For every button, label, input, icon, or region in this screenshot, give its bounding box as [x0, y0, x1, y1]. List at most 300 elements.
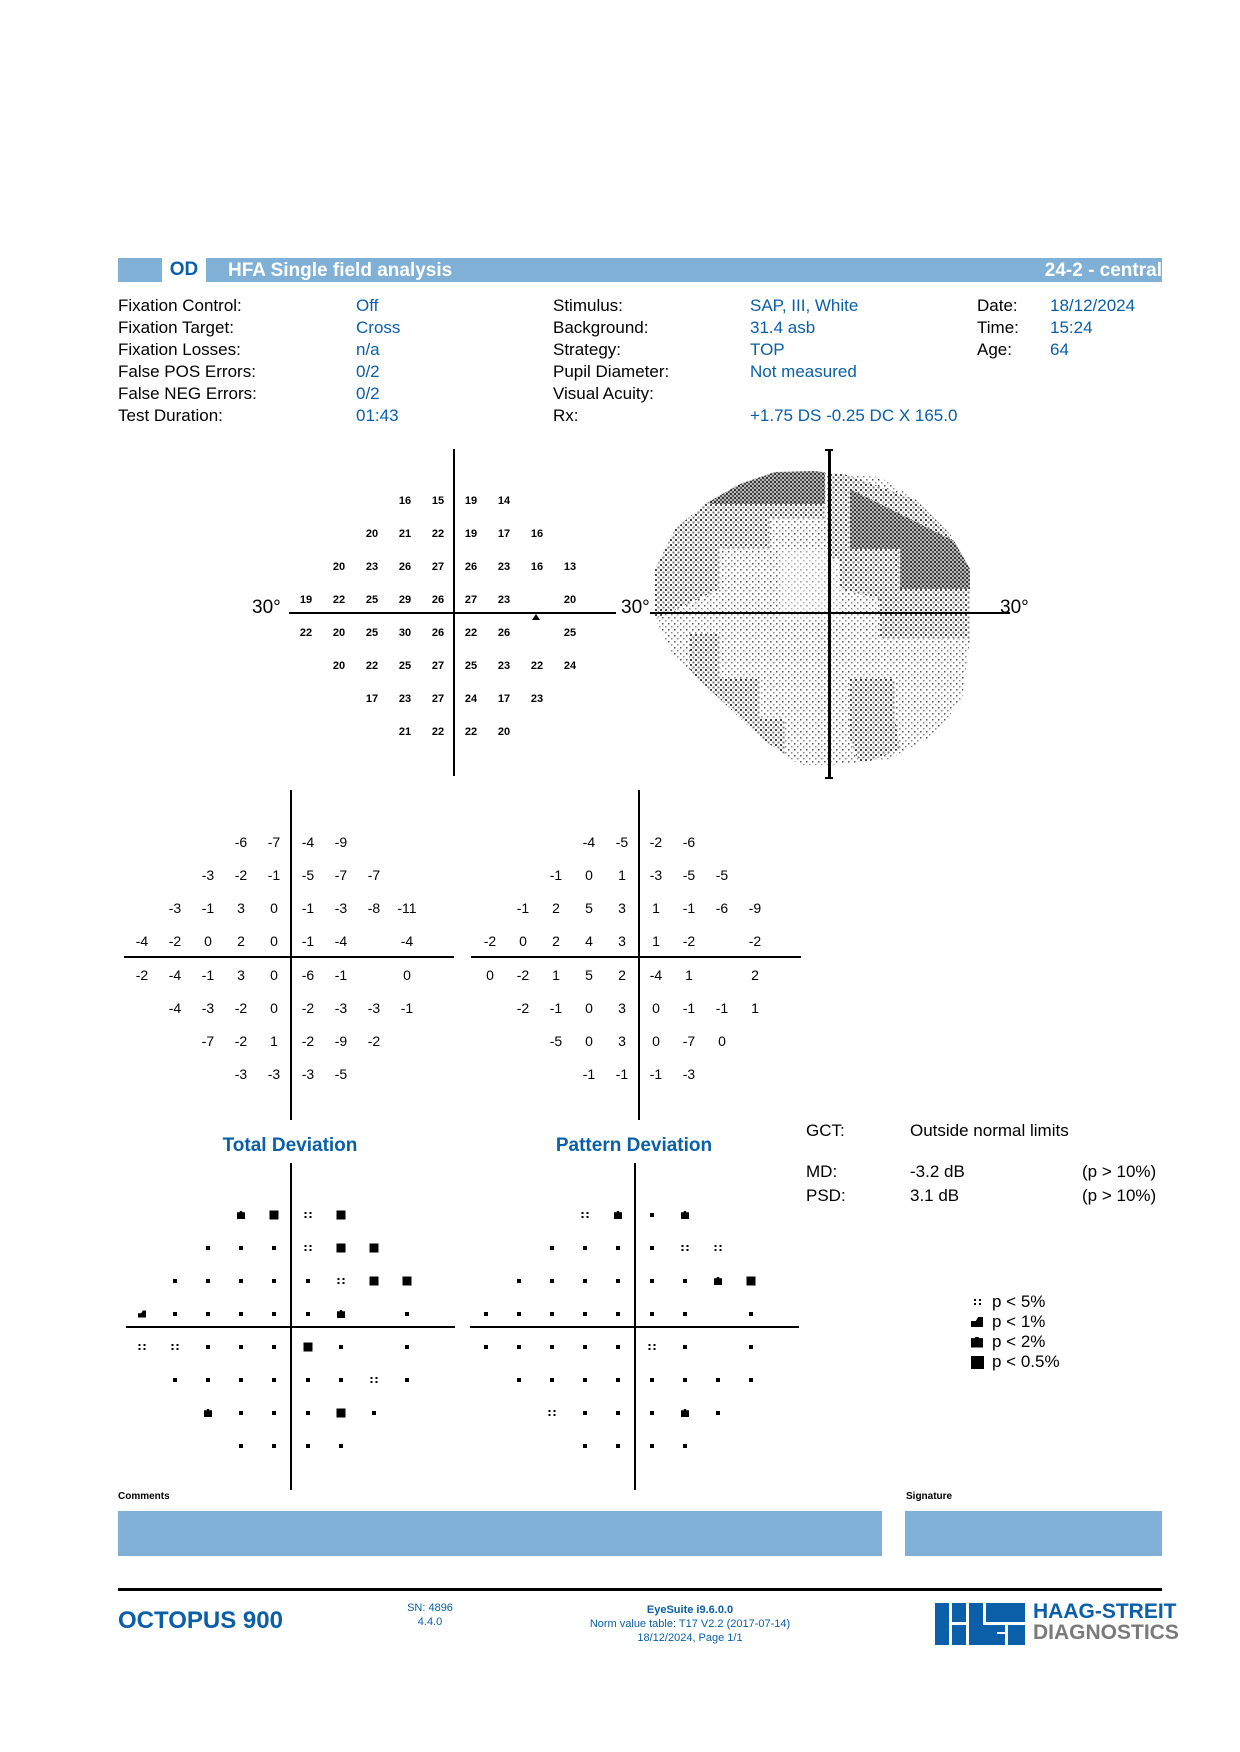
deviation-value: -1 — [682, 900, 696, 916]
normal-dot-icon — [616, 1444, 620, 1448]
deviation-value: 0 — [652, 1033, 660, 1049]
normal-dot-icon — [239, 1345, 243, 1349]
normal-dot-icon — [616, 1411, 620, 1415]
normal-dot-icon — [683, 1444, 687, 1448]
deviation-value: 0 — [585, 867, 593, 883]
deviation-value: -6 — [234, 834, 248, 850]
p5-symbol-icon — [715, 1245, 722, 1251]
sensitivity-value: 24 — [563, 660, 577, 672]
deviation-value: -1 — [682, 1000, 696, 1016]
sensitivity-value: 27 — [431, 660, 445, 672]
p2-symbol-icon — [237, 1211, 245, 1219]
total-deviation-title: Total Deviation — [222, 1135, 358, 1156]
sensitivity-value: 22 — [464, 726, 478, 738]
info-left-labels — [118, 295, 257, 427]
deviation-value: -1 — [649, 1066, 663, 1082]
normal-dot-icon — [405, 1378, 409, 1382]
deviation-value: -2 — [234, 1033, 248, 1049]
deviation-value: -1 — [715, 1000, 729, 1016]
p05-symbol-icon — [304, 1343, 313, 1352]
deviation-value: 1 — [685, 967, 693, 983]
software-info — [560, 1603, 820, 1645]
normal-dot-icon — [306, 1378, 310, 1382]
p5-symbol-icon — [338, 1278, 345, 1284]
deviation-value: -6 — [301, 967, 315, 983]
normal-dot-icon — [616, 1246, 620, 1250]
deviation-value: -4 — [135, 933, 149, 949]
normal-dot-icon — [650, 1213, 654, 1217]
deviation-value: 5 — [585, 967, 593, 983]
normal-dot-icon — [239, 1444, 243, 1448]
sensitivity-value: 20 — [365, 528, 379, 540]
age-label: Age: — [977, 340, 1012, 359]
deviation-value: -3 — [301, 1066, 315, 1082]
signature-box[interactable] — [905, 1511, 1162, 1556]
sensitivity-value: 17 — [497, 528, 511, 540]
normal-dot-icon — [206, 1345, 210, 1349]
normal-dot-icon — [405, 1312, 409, 1316]
deviation-value: -3 — [201, 867, 215, 883]
normal-dot-icon — [517, 1378, 521, 1382]
comments-box[interactable] — [118, 1511, 882, 1556]
deviation-value: -4 — [301, 834, 315, 850]
page-info: 18/12/2024, Page 1/1 — [637, 1632, 743, 1644]
normal-dot-icon — [749, 1378, 753, 1382]
sensitivity-value: 22 — [464, 627, 478, 639]
normal-dot-icon — [550, 1312, 554, 1316]
sensitivity-value: 23 — [497, 660, 511, 672]
legend-p2: p < 2% — [968, 1332, 1060, 1352]
normal-dot-icon — [173, 1312, 177, 1316]
normal-dot-icon — [306, 1411, 310, 1415]
device-name: OCTOPUS 900 — [118, 1607, 283, 1634]
normal-dot-icon — [550, 1345, 554, 1349]
deviation-value: -2 — [748, 933, 762, 949]
normal-dot-icon — [206, 1378, 210, 1382]
deviation-value: -1 — [582, 1066, 596, 1082]
deviation-value: -1 — [301, 933, 315, 949]
p5-symbol-icon — [649, 1344, 656, 1350]
info-left-values — [356, 295, 400, 427]
deviation-value: 2 — [552, 900, 560, 916]
sensitivity-value: 23 — [497, 561, 511, 573]
p5-symbol-icon — [305, 1212, 312, 1218]
sensitivity-value: 25 — [464, 660, 478, 672]
grayscale-map — [650, 449, 1010, 779]
deviation-value: 0 — [270, 967, 278, 983]
deviation-value: -7 — [682, 1033, 696, 1049]
deviation-value: -2 — [234, 867, 248, 883]
deviation-value: -4 — [168, 967, 182, 983]
td-prob-v-axis — [290, 1163, 292, 1490]
signature-label: Signature — [906, 1491, 953, 1502]
deviation-value: -3 — [334, 1000, 348, 1016]
fixation-control-label: Fixation Control: — [118, 296, 242, 315]
normal-dot-icon — [306, 1312, 310, 1316]
normal-dot-icon — [583, 1246, 587, 1250]
visual-acuity-value — [750, 383, 957, 405]
md-p-value: (p > 10%) — [1082, 1162, 1157, 1181]
gct-label: GCT: — [806, 1121, 845, 1140]
deviation-value: -9 — [334, 834, 348, 850]
deviation-value: 2 — [618, 967, 626, 983]
sensitivity-value: 20 — [497, 726, 511, 738]
deviation-value: -2 — [483, 933, 497, 949]
probability-legend — [968, 1292, 1060, 1372]
deviation-value: 4 — [585, 933, 593, 949]
psd-p-value: (p > 10%) — [1082, 1186, 1157, 1205]
deviation-value: 0 — [270, 1000, 278, 1016]
deviation-value: -1 — [549, 867, 563, 883]
deviation-value: -3 — [649, 867, 663, 883]
normal-dot-icon — [405, 1345, 409, 1349]
sensitivity-value: 19 — [464, 528, 478, 540]
md-value: -3.2 dB — [910, 1162, 965, 1181]
deviation-value: -4 — [649, 967, 663, 983]
p2-symbol-icon — [681, 1409, 689, 1417]
deviation-value: -4 — [582, 834, 596, 850]
rx-value: +1.75 DS -0.25 DC X 165.0 — [750, 406, 958, 425]
p5-symbol-icon — [371, 1377, 378, 1383]
deviation-value: 1 — [270, 1033, 278, 1049]
deviation-value: 1 — [652, 900, 660, 916]
sensitivity-value: 21 — [398, 726, 412, 738]
deviation-value: -1 — [615, 1066, 629, 1082]
p5-symbol-icon — [682, 1245, 689, 1251]
p1-symbol-icon — [971, 1317, 983, 1327]
legend-p1: p < 1% — [968, 1312, 1060, 1332]
sensitivity-value: 23 — [530, 693, 544, 705]
deviation-value: -2 — [168, 933, 182, 949]
stimulus-value: SAP, III, White — [750, 296, 859, 315]
deviation-value: -2 — [516, 967, 530, 983]
legend-p05: p < 0.5% — [968, 1352, 1060, 1372]
haag-streit-logo-icon — [935, 1603, 1025, 1645]
p5-symbol-icon — [139, 1344, 146, 1350]
deviation-value: -2 — [682, 933, 696, 949]
normal-dot-icon — [517, 1345, 521, 1349]
deviation-value: -8 — [367, 900, 381, 916]
sensitivity-value: 24 — [464, 693, 478, 705]
normal-dot-icon — [650, 1279, 654, 1283]
visual-acuity-label: Visual Acuity: — [553, 384, 654, 403]
sensitivity-value: 26 — [398, 561, 412, 573]
date-value: 18/12/2024 — [1050, 296, 1136, 315]
normal-dot-icon — [583, 1444, 587, 1448]
deviation-value: -3 — [682, 1066, 696, 1082]
deviation-value: -2 — [649, 834, 663, 850]
normal-dot-icon — [339, 1444, 343, 1448]
fixation-target-label: Fixation Target: — [118, 318, 234, 337]
normal-dot-icon — [306, 1279, 310, 1283]
false-neg-label: False NEG Errors: — [118, 384, 257, 403]
normal-dot-icon — [616, 1378, 620, 1382]
brand-subtitle: DIAGNOSTICS — [1033, 1621, 1179, 1644]
normal-dot-icon — [616, 1279, 620, 1283]
deviation-value: 0 — [519, 933, 527, 949]
p05-symbol-icon — [403, 1277, 412, 1286]
strategy-value: TOP — [750, 340, 785, 359]
normal-dot-icon — [206, 1246, 210, 1250]
info-mid-values — [750, 295, 957, 427]
normal-dot-icon — [517, 1312, 521, 1316]
deviation-value: -1 — [201, 900, 215, 916]
sensitivity-value: 17 — [497, 693, 511, 705]
normal-dot-icon — [583, 1345, 587, 1349]
sensitivity-value: 21 — [398, 528, 412, 540]
fixation-target-value: Cross — [356, 318, 401, 337]
deviation-value: 3 — [237, 967, 245, 983]
p05-symbol-icon — [370, 1277, 379, 1286]
normal-dot-icon — [306, 1444, 310, 1448]
firmware-version: 4.4.0 — [417, 1616, 443, 1628]
deviation-value: -7 — [201, 1033, 215, 1049]
normal-dot-icon — [550, 1279, 554, 1283]
normal-dot-icon — [339, 1378, 343, 1382]
normal-dot-icon — [683, 1312, 687, 1316]
deviation-value: 1 — [552, 967, 560, 983]
deviation-value: 0 — [204, 933, 212, 949]
normal-dot-icon — [683, 1279, 687, 1283]
td-v-axis — [290, 790, 292, 1120]
footer-divider — [118, 1588, 1162, 1591]
deviation-value: 2 — [552, 933, 560, 949]
sensitivity-value: 22 — [332, 594, 346, 606]
psd-value: 3.1 dB — [910, 1186, 960, 1205]
deviation-value: 3 — [618, 1000, 626, 1016]
background-value: 31.4 asb — [750, 318, 816, 337]
serial-number: SN: 4896 — [407, 1602, 453, 1614]
deviation-value: -1 — [400, 1000, 414, 1016]
p2-symbol-icon — [337, 1310, 345, 1318]
legend-p5: p < 5% — [968, 1292, 1060, 1312]
sensitivity-value: 20 — [332, 561, 346, 573]
sensitivity-value: 16 — [530, 561, 544, 573]
sensitivity-value: 26 — [497, 627, 511, 639]
deviation-value: 2 — [751, 967, 759, 983]
sensitivity-value: 22 — [431, 528, 445, 540]
sensitivity-value: 16 — [398, 495, 412, 507]
sensitivity-value: 22 — [365, 660, 379, 672]
info-right-values — [1050, 295, 1135, 361]
sensitivity-value: 23 — [365, 561, 379, 573]
deviation-value: -1 — [301, 900, 315, 916]
deviation-value: -1 — [201, 967, 215, 983]
normal-dot-icon — [716, 1411, 720, 1415]
normal-dot-icon — [749, 1312, 753, 1316]
p05-symbol-icon — [337, 1409, 346, 1418]
time-value: 15:24 — [1050, 318, 1093, 337]
sens-30deg-label: 30° — [252, 597, 281, 618]
pupil-diameter-value: Not measured — [750, 362, 857, 381]
deviation-value: 0 — [270, 933, 278, 949]
deviation-value: -9 — [748, 900, 762, 916]
sensitivity-value: 22 — [530, 660, 544, 672]
normal-dot-icon — [239, 1312, 243, 1316]
date-label: Date: — [977, 296, 1018, 315]
p2-symbol-icon — [681, 1211, 689, 1219]
p2-symbol-icon — [204, 1409, 212, 1417]
p5-symbol-icon — [305, 1245, 312, 1251]
sensitivity-value: 30 — [398, 627, 412, 639]
deviation-value: -5 — [615, 834, 629, 850]
deviation-value: -4 — [334, 933, 348, 949]
pd-v-axis — [638, 790, 640, 1120]
sensitivity-value: 26 — [431, 594, 445, 606]
deviation-value: -5 — [334, 1066, 348, 1082]
deviation-value: -5 — [682, 867, 696, 883]
normal-dot-icon — [484, 1312, 488, 1316]
deviation-value: -4 — [400, 933, 414, 949]
program-label: 24-2 - central — [1044, 260, 1162, 281]
sensitivity-value: 23 — [398, 693, 412, 705]
deviation-value: -5 — [301, 867, 315, 883]
deviation-value: -3 — [168, 900, 182, 916]
normal-dot-icon — [239, 1411, 243, 1415]
normal-dot-icon — [239, 1246, 243, 1250]
deviation-value: 3 — [618, 900, 626, 916]
normal-dot-icon — [650, 1444, 654, 1448]
gray-30deg-right-label: 30° — [1000, 597, 1029, 618]
deviation-value: -7 — [267, 834, 281, 850]
age-value: 64 — [1050, 340, 1069, 359]
sensitivity-value: 27 — [464, 594, 478, 606]
normal-dot-icon — [239, 1378, 243, 1382]
deviation-value: -2 — [301, 1000, 315, 1016]
normal-dot-icon — [650, 1246, 654, 1250]
sensitivity-value: 16 — [530, 528, 544, 540]
test-duration-value: 01:43 — [356, 406, 399, 425]
deviation-value: -1 — [516, 900, 530, 916]
deviation-value: 0 — [585, 1000, 593, 1016]
normal-dot-icon — [583, 1312, 587, 1316]
normal-dot-icon — [583, 1279, 587, 1283]
gct-value: Outside normal limits — [910, 1121, 1069, 1140]
normal-dot-icon — [272, 1411, 276, 1415]
p05-symbol-icon — [747, 1277, 756, 1286]
sensitivity-value: 27 — [431, 693, 445, 705]
deviation-value: 3 — [237, 900, 245, 916]
deviation-value: -1 — [549, 1000, 563, 1016]
deviation-value: 0 — [403, 967, 411, 983]
deviation-value: -2 — [516, 1000, 530, 1016]
deviation-value: 1 — [652, 933, 660, 949]
p2-symbol-icon — [971, 1337, 983, 1348]
normal-dot-icon — [583, 1378, 587, 1382]
deviation-value: -5 — [549, 1033, 563, 1049]
deviation-value: -1 — [267, 867, 281, 883]
p05-symbol-icon — [971, 1356, 984, 1369]
gray-30deg-left-label: 30° — [621, 597, 650, 618]
sensitivity-value: 26 — [464, 561, 478, 573]
sensitivity-value: 19 — [464, 495, 478, 507]
deviation-value: -3 — [367, 1000, 381, 1016]
deviation-value: -7 — [367, 867, 381, 883]
deviation-value: -3 — [334, 900, 348, 916]
p5-symbol-icon — [549, 1410, 556, 1416]
deviation-value: 5 — [585, 900, 593, 916]
sensitivity-value: 13 — [563, 561, 577, 573]
sensitivity-value: 20 — [332, 660, 346, 672]
stimulus-label: Stimulus: — [553, 296, 623, 315]
deviation-value: 2 — [237, 933, 245, 949]
normal-dot-icon — [616, 1345, 620, 1349]
deviation-value: -11 — [397, 900, 417, 916]
sensitivity-value: 25 — [398, 660, 412, 672]
sensitivity-value: 15 — [431, 495, 445, 507]
deviation-value: -3 — [267, 1066, 281, 1082]
sensitivity-value: 25 — [365, 627, 379, 639]
deviation-value: -4 — [168, 1000, 182, 1016]
normal-dot-icon — [206, 1279, 210, 1283]
normal-dot-icon — [206, 1312, 210, 1316]
normal-dot-icon — [716, 1378, 720, 1382]
p05-symbol-icon — [337, 1244, 346, 1253]
rx-label: Rx: — [553, 406, 579, 425]
psd-label: PSD: — [806, 1186, 846, 1205]
sensitivity-value: 26 — [431, 627, 445, 639]
normal-dot-icon — [650, 1411, 654, 1415]
fixation-control-value: Off — [356, 296, 379, 315]
normal-dot-icon — [173, 1279, 177, 1283]
time-label: Time: — [977, 318, 1019, 337]
pd-h-axis — [471, 956, 801, 958]
sensitivity-value: 27 — [431, 561, 445, 573]
deviation-value: 1 — [751, 1000, 759, 1016]
deviation-value: 3 — [618, 1033, 626, 1049]
fixation-losses-value: n/a — [356, 340, 380, 359]
sensitivity-value: 17 — [365, 693, 379, 705]
deviation-value: -6 — [715, 900, 729, 916]
normal-dot-icon — [550, 1246, 554, 1250]
sensitivity-value: 20 — [332, 627, 346, 639]
deviation-value: -2 — [234, 1000, 248, 1016]
deviation-value: 0 — [585, 1033, 593, 1049]
info-mid-labels — [553, 295, 669, 427]
deviation-value: -7 — [334, 867, 348, 883]
deviation-value: -5 — [715, 867, 729, 883]
p1-symbol-icon — [138, 1311, 146, 1318]
normal-dot-icon — [650, 1312, 654, 1316]
p2-symbol-icon — [614, 1211, 622, 1219]
normal-dot-icon — [173, 1378, 177, 1382]
normal-dot-icon — [272, 1246, 276, 1250]
deviation-value: 0 — [718, 1033, 726, 1049]
normal-dot-icon — [683, 1378, 687, 1382]
normal-dot-icon — [239, 1279, 243, 1283]
sensitivity-value: 19 — [299, 594, 313, 606]
sensitivity-value: 29 — [398, 594, 412, 606]
deviation-value: 0 — [486, 967, 494, 983]
deviation-value: -3 — [234, 1066, 248, 1082]
normal-dot-icon — [484, 1345, 488, 1349]
normal-dot-icon — [583, 1411, 587, 1415]
blind-spot-marker-icon — [532, 614, 540, 620]
deviation-value: -2 — [367, 1033, 381, 1049]
p05-symbol-icon — [270, 1211, 279, 1220]
sensitivity-value: 23 — [497, 594, 511, 606]
normal-dot-icon — [372, 1411, 376, 1415]
sensitivity-value: 14 — [497, 495, 511, 507]
p5-symbol-icon — [974, 1299, 981, 1305]
p5-symbol-icon — [582, 1212, 589, 1218]
test-duration-label: Test Duration: — [118, 406, 223, 425]
deviation-value: -9 — [334, 1033, 348, 1049]
report-title: HFA Single field analysis — [228, 260, 453, 281]
p5-symbol-icon — [172, 1344, 179, 1350]
td-h-axis — [124, 956, 454, 958]
normal-dot-icon — [272, 1444, 276, 1448]
